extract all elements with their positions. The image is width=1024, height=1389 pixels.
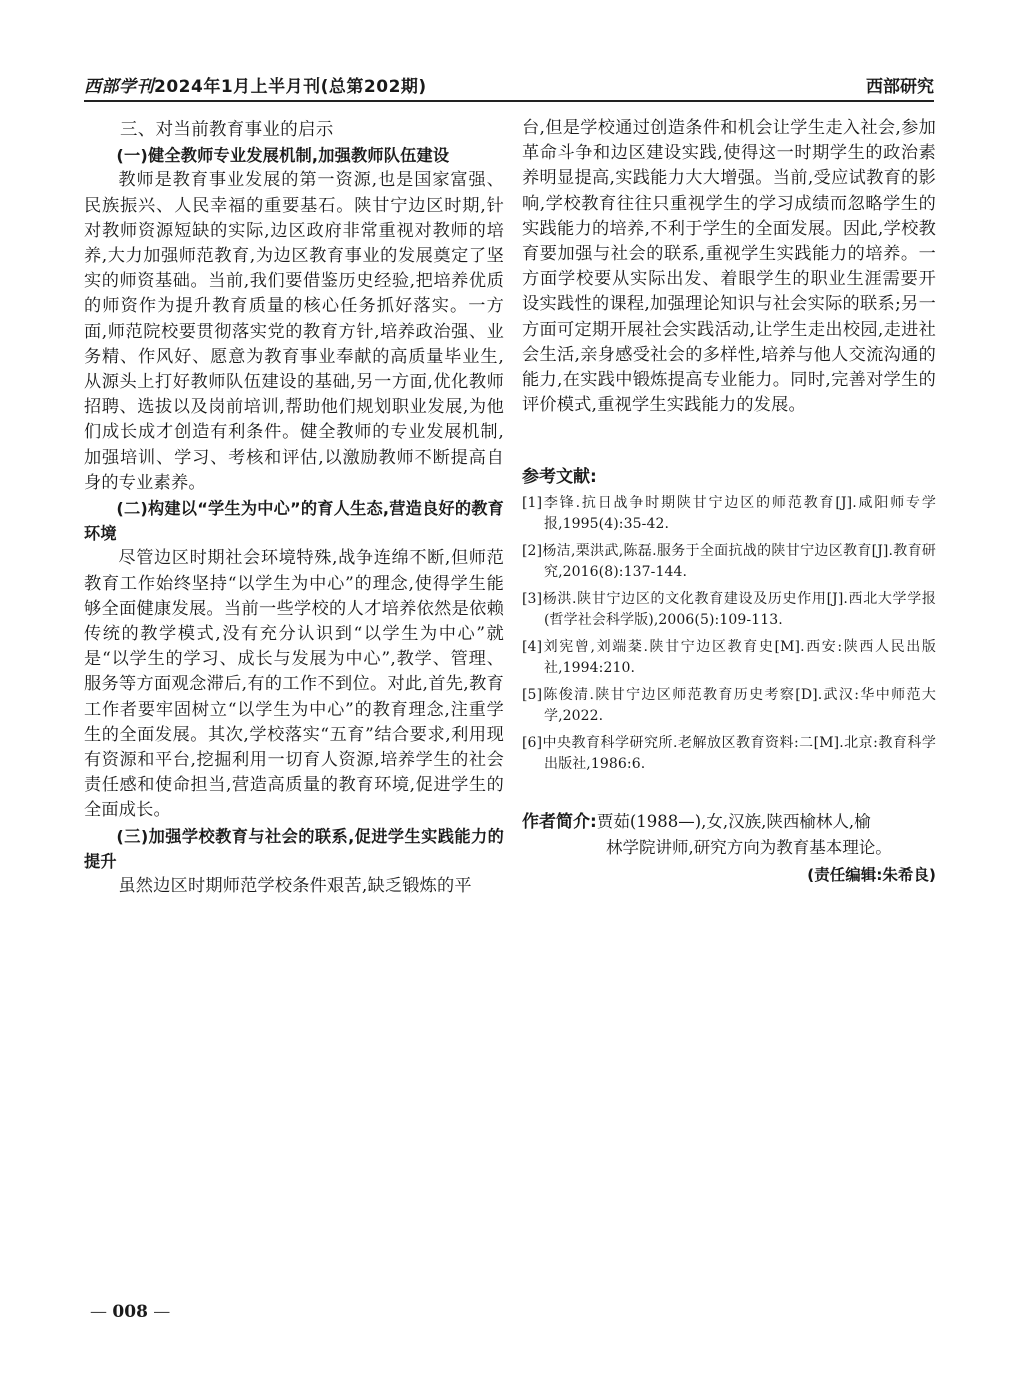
reference-list [522, 493, 936, 775]
header-rule [84, 100, 934, 102]
running-header [84, 70, 934, 98]
references-title: 参考文献: [522, 467, 597, 488]
paragraph-2: 尽管边区时期社会环境特殊,战争连绵不断,但师范教育工作始终坚持“以学生为中心”的理念,使得学生能够全面健康发展。当前一些学校的人才培养依然是依赖传统的教学模式,没有充分认识到“以学生为中心”就是“以学生的学习、成长与发展为中心”,教学、管理、服务等方面观念滞后,有的工作不到位。对此,首先,教育工作者要牢固树立“以学生为中心”的教育理念,注重学生的全面发展。其次,学校落实“五育”结合要求,利用现有资源和平台,挖掘利用一切育人资源,培养学生的社会责任感和使命担当,营造高质量的教育环境,促进学生的全面成长。 [84, 548, 504, 821]
page-number-value: 008 [112, 1302, 148, 1322]
section-name: 西部研究 [866, 77, 934, 97]
reference-item: [1]李锋.抗日战争时期陕甘宁边区的师范教育[J].咸阳师专学报,1995(4):35-42. [522, 495, 936, 533]
reference-item: [2]杨洁,栗洪武,陈磊.服务于全面抗战的陕甘宁边区教育[J].教育研究,2016(8):137-144. [522, 543, 936, 581]
page-number [90, 1302, 170, 1322]
page-dash-right: — [147, 1302, 171, 1322]
journal-brand: 西部学刊 [84, 77, 154, 97]
subheading-1: (一)健全教师专业发展机制,加强教师队伍建设 [116, 146, 450, 166]
reference-item: [5]陈俊清.陕甘宁边区师范教育历史考察[D].武汉:华中师范大学,2022. [522, 687, 936, 725]
responsible-editor: (责任编辑:朱希良) [807, 866, 936, 885]
author-bio [522, 809, 936, 861]
author-line-1: 贾茹(1988—),女,汉族,陕西榆林人,榆 [596, 812, 871, 832]
author-label: 作者简介: [522, 812, 597, 833]
journal-issue [84, 72, 427, 97]
page-dash-left: — [90, 1302, 113, 1322]
section-heading: 三、对当前教育事业的启示 [120, 120, 334, 140]
reference-item: [3]杨洪.陕甘宁边区的文化教育建设及历史作用[J].西北大学学报(哲学社会科学版),2006(5):109-113. [522, 591, 936, 629]
right-column [522, 116, 936, 885]
paragraph-continued: 台,但是学校通过创造条件和机会让学生走入社会,参加革命斗争和边区建设实践,使得这一时期学生的政治素养明显提高,实践能力大大增强。当前,受应试教育的影响,学校教育往往只重视学生的学习成绩而忽略学生的实践能力的培养,不利于学生的全面发展。因此,学校教育要加强与社会的联系,重视学生实践能力的培养。一方面学校要从实际出发、着眼学生的职业生涯需要开设实践性的课程,加强理论知识与社会实际的联系;另一方面可定期开展社会实践活动,让学生走出校园,走进社会生活,亲身感受社会的多样性,培养与他人交流沟通的能力,在实践中锻炼提高专业能力。同时,完善对学生的评价模式,重视学生实践能力的发展。 [522, 118, 936, 416]
author-line-2: 林学院讲师,研究方向为教育基本理论。 [606, 838, 892, 858]
subheading-3: (三)加强学校教育与社会的联系,促进学生实践能力的提升 [84, 826, 504, 871]
subheading-2: (二)构建以“学生为中心”的育人生态,营造良好的教育环境 [84, 499, 504, 544]
paragraph-1: 教师是教育事业发展的第一资源,也是国家富强、民族振兴、人民幸福的重要基石。陕甘宁边区时期,针对教师资源短缺的实际,边区政府非常重视对教师的培养,大力加强师范教育,为边区教育事业的发展奠定了坚实的师资基础。当前,我们要借鉴历史经验,把培养优质的师资作为提升教育质量的核心任务抓好落实。一方面,师范院校要贯彻落实党的教育方针,培养政治强、业务精、作风好、愿意为教育事业奉献的高质量毕业生,从源头上打好教师队伍建设的基础,另一方面,优化教师招聘、选拔以及岗前培训,帮助他们规划职业发展,为他们成长成才创造有利条件。健全教师的专业发展机制,加强培训、学习、考核和评估,以激励教师不断提高自身的专业素养。 [84, 170, 504, 493]
reference-item: [6]中央教育科学研究所.老解放区教育资料:二[M].北京:教育科学出版社,1986:6. [522, 735, 936, 773]
issue-info: 2024年1月上半月刊(总第202期) [154, 77, 427, 97]
left-column [84, 116, 504, 899]
reference-item: [4]刘宪曾,刘端棻.陕甘宁边区教育史[M].西安:陕西人民出版社,1994:210. [522, 639, 936, 677]
paragraph-3: 虽然边区时期师范学校条件艰苦,缺乏锻炼的平 [118, 876, 472, 897]
